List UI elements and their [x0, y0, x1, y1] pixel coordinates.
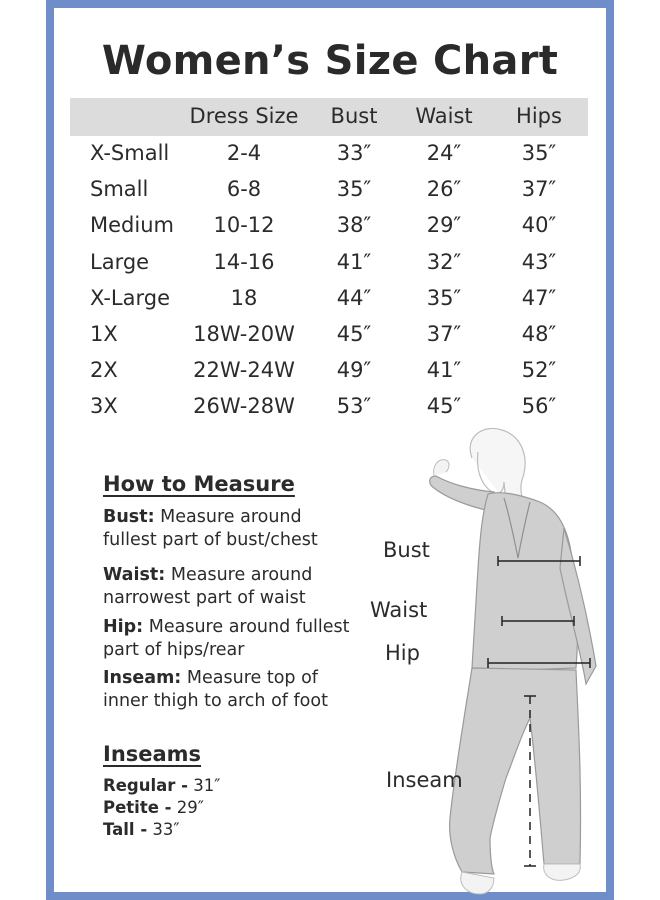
row-size-label: Large: [90, 250, 150, 274]
measure-label: Inseam:: [103, 668, 182, 688]
row-bust: 45″: [336, 322, 372, 346]
row-hips: 48″: [521, 322, 557, 346]
inseam-value: 31″: [193, 776, 221, 795]
row-size-label: 2X: [90, 358, 118, 382]
row-dress-size: 22W-24W: [193, 358, 295, 382]
figure-label-waist: Waist: [370, 598, 428, 622]
inseam-value: 29″: [176, 798, 204, 817]
figure-label-hip: Hip: [385, 641, 420, 665]
row-dress-size: 10-12: [213, 213, 275, 237]
row-waist: 45″: [426, 394, 462, 418]
measure-text: Measure around fullest part of bust/chest: [103, 507, 318, 550]
figure-label-inseam: Inseam: [386, 768, 463, 792]
row-hips: 43″: [521, 250, 557, 274]
row-size-label: Small: [90, 177, 149, 201]
row-hips: 47″: [521, 286, 557, 310]
inseams-heading: Inseams: [103, 742, 202, 766]
header-hips: Hips: [516, 104, 562, 128]
inseam-regular: [103, 776, 220, 795]
shirt: [472, 493, 578, 670]
measure-text: Measure around fullest part of hips/rear: [103, 617, 350, 660]
row-size-label: X-Small: [90, 141, 170, 165]
row-bust: 33″: [336, 141, 372, 165]
row-waist: 26″: [426, 177, 462, 201]
foot-right: [544, 864, 581, 880]
hand-on-head: [434, 460, 449, 476]
pants: [450, 668, 581, 874]
row-waist: 41″: [426, 358, 462, 382]
row-waist: 24″: [426, 141, 462, 165]
row-bust: 38″: [336, 213, 372, 237]
row-bust: 44″: [336, 286, 372, 310]
row-size-label: 3X: [90, 394, 118, 418]
row-dress-size: 6-8: [226, 177, 262, 201]
measure-text: Measure around narrowest part of waist: [103, 565, 313, 608]
row-waist: 29″: [426, 213, 462, 237]
header-waist: Waist: [415, 104, 473, 128]
row-hips: 37″: [521, 177, 557, 201]
inseam-label: Tall -: [103, 820, 148, 839]
figure-label-bust: Bust: [383, 538, 430, 562]
row-bust: 49″: [336, 358, 372, 382]
inseam-label: Regular -: [103, 776, 188, 795]
inseam-petite: [103, 798, 204, 817]
how-to-measure-heading: How to Measure: [103, 472, 295, 496]
row-dress-size: 18: [230, 286, 258, 310]
row-dress-size: 14-16: [213, 250, 275, 274]
row-size-label: X-Large: [90, 286, 171, 310]
row-dress-size: 18W-20W: [193, 322, 295, 346]
page-title: Women’s Size Chart: [101, 38, 559, 84]
row-hips: 40″: [521, 213, 557, 237]
measure-item-hip: [103, 616, 353, 662]
measure-item-inseam: [103, 667, 353, 713]
row-waist: 37″: [426, 322, 462, 346]
measure-text: Measure top of inner thigh to arch of foot: [103, 668, 328, 711]
foot-left: [461, 872, 494, 894]
measure-label: Bust:: [103, 507, 155, 527]
row-dress-size: 2-4: [226, 141, 262, 165]
row-waist: 32″: [426, 250, 462, 274]
row-bust: 35″: [336, 177, 372, 201]
measure-item-waist: [103, 564, 353, 610]
row-hips: 56″: [521, 394, 557, 418]
measure-item-bust: [103, 506, 353, 552]
row-hips: 52″: [521, 358, 557, 382]
measure-label: Hip:: [103, 617, 144, 637]
inseam-value: 33″: [152, 820, 180, 839]
row-dress-size: 26W-28W: [193, 394, 295, 418]
header-bust: Bust: [330, 104, 378, 128]
row-waist: 35″: [426, 286, 462, 310]
row-hips: 35″: [521, 141, 557, 165]
row-size-label: 1X: [90, 322, 118, 346]
measure-label: Waist:: [103, 565, 166, 585]
size-chart-card: [54, 8, 606, 892]
inseam-tall: [103, 820, 180, 839]
header-dress-size: Dress Size: [189, 104, 299, 128]
row-size-label: Medium: [90, 213, 174, 237]
row-bust: 53″: [336, 394, 372, 418]
row-bust: 41″: [336, 250, 372, 274]
inseam-label: Petite -: [103, 798, 172, 817]
